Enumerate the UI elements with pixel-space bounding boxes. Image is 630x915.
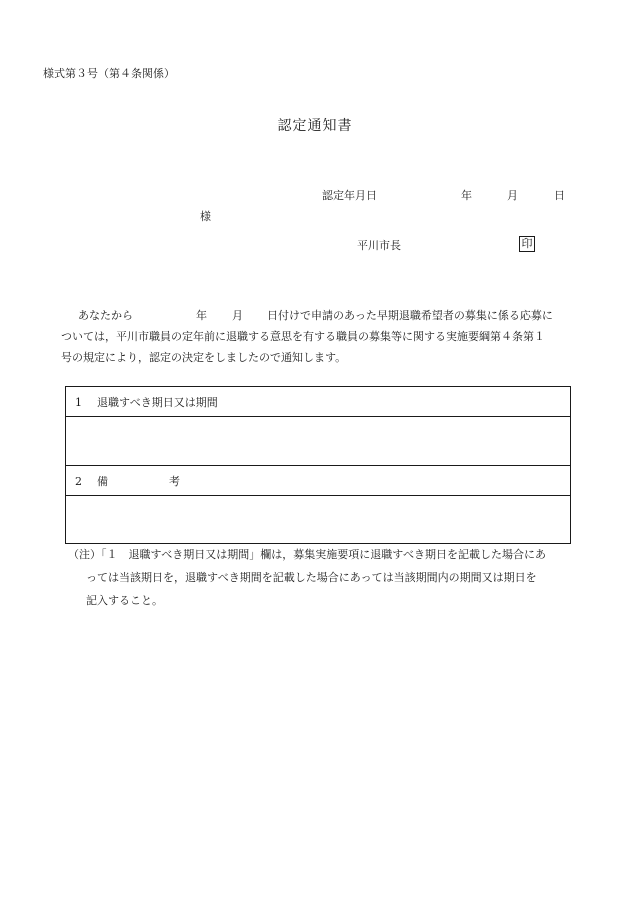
table-cell-retirement-date-header bbox=[66, 387, 571, 417]
body-text-line3: 号の規定により，認定の決定をしましたので通知します。 bbox=[61, 351, 347, 364]
note-line2: っては当該期日を，退職すべき期間を記載した場合にあっては当該期間内の期間又は期日を bbox=[86, 571, 537, 584]
remarks-entry-cell bbox=[66, 496, 571, 544]
body-text-line2: ついては，平川市職員の定年前に退職する意思を有する職員の募集等に関する実施要綱第４条第１ bbox=[61, 330, 545, 343]
table-row bbox=[66, 496, 571, 544]
date-year-label: 年 bbox=[461, 189, 472, 202]
table-row bbox=[66, 466, 571, 496]
table-row bbox=[66, 387, 571, 417]
note-line1: （注）「１ 退職すべき期日又は期間」欄は，募集実施要項に退職すべき期日を記載した場合にあ bbox=[68, 548, 547, 561]
body-text-line1-year: 年 bbox=[196, 309, 207, 322]
row-label-second: 考 bbox=[169, 474, 180, 488]
seal-mark: 印 bbox=[519, 236, 535, 252]
addressee-honorific: 様 bbox=[200, 210, 211, 223]
table-cell-remarks-header bbox=[66, 466, 571, 496]
date-day-label: 日 bbox=[554, 189, 565, 202]
body-text-line1-month: 月 bbox=[232, 309, 243, 322]
body-text-line1-rest: 日付けで申請のあった早期退職希望者の募集に係る応募に bbox=[267, 309, 553, 322]
note-line3: 記入すること。 bbox=[86, 594, 163, 607]
certification-date-label: 認定年月日 bbox=[322, 189, 377, 202]
issuer-name: 平川市長 bbox=[357, 239, 401, 252]
row-label-first: 備 bbox=[97, 474, 108, 488]
date-month-label: 月 bbox=[507, 189, 518, 202]
row-label: 退職すべき期日又は期間 bbox=[97, 395, 218, 409]
form-number: 様式第３号（第４条関係） bbox=[43, 67, 175, 80]
row-number: 2 bbox=[75, 474, 82, 488]
row-number: 1 bbox=[75, 395, 82, 409]
body-text-line1-intro: あなたから bbox=[78, 309, 133, 322]
certification-table bbox=[65, 386, 571, 544]
document-title: 認定通知書 bbox=[277, 118, 353, 134]
table-row bbox=[66, 417, 571, 466]
retirement-date-entry-cell bbox=[66, 417, 571, 466]
